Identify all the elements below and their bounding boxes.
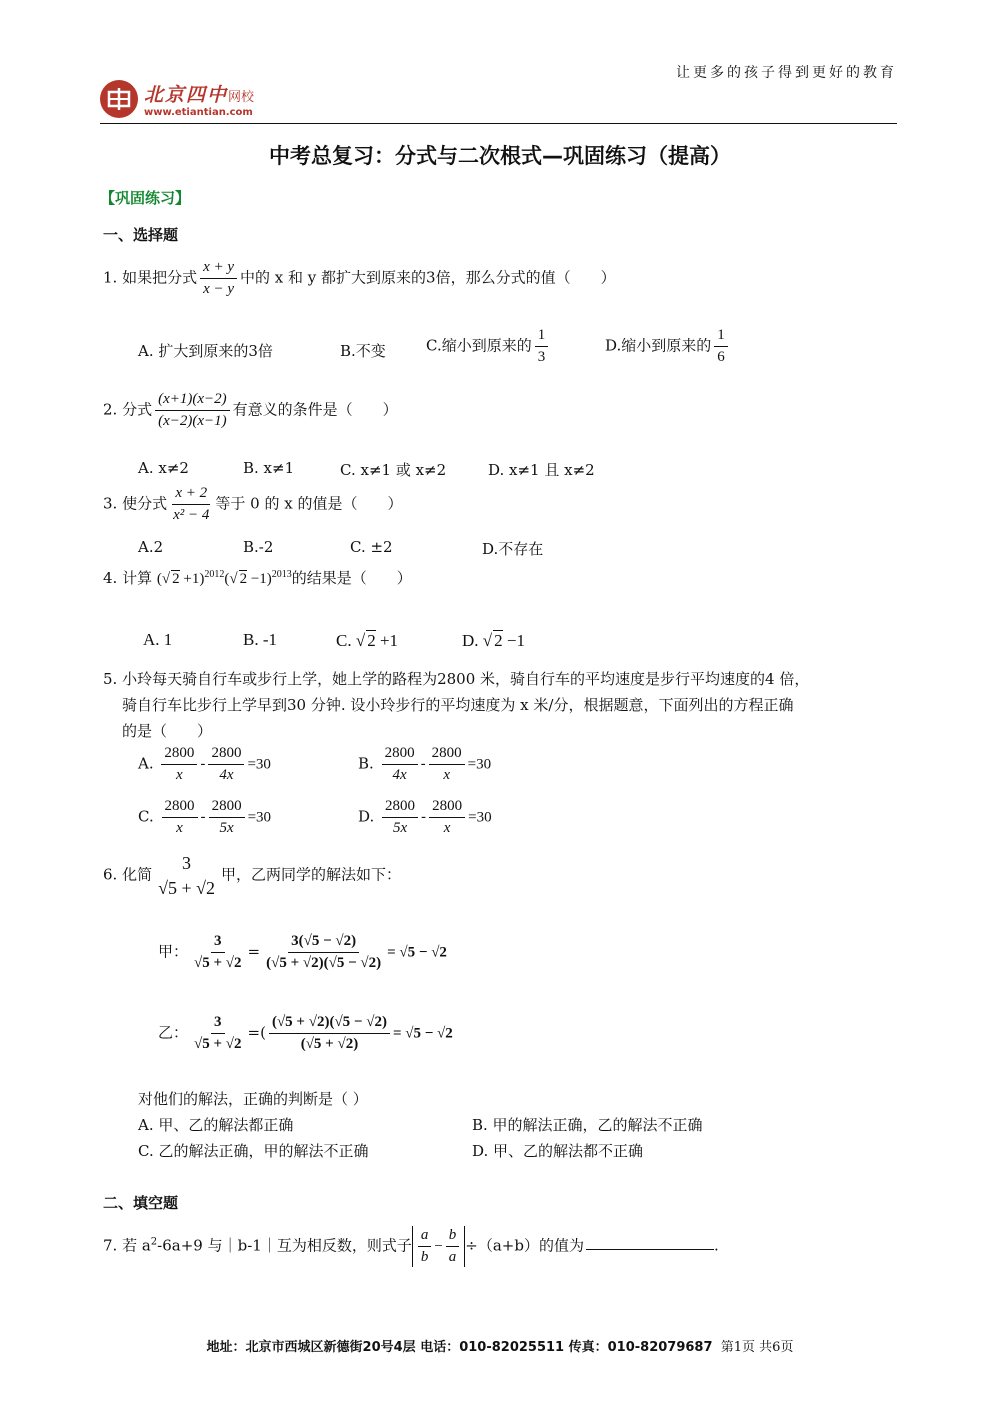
logo-text xyxy=(144,80,254,118)
q5-a-d1: x xyxy=(176,766,183,783)
q3-suffix: 等于 0 的 x 的值是（ ） xyxy=(215,494,403,513)
q6-yi-frac2 xyxy=(269,1013,390,1054)
q1-c-num: 1 xyxy=(535,326,549,347)
q1-num: x + y xyxy=(200,258,237,279)
q6-yi-frac1 xyxy=(191,1013,245,1054)
q5-d-frac1 xyxy=(382,797,418,838)
q5-a-frac2 xyxy=(208,744,244,785)
q6-option-b: B. 甲的解法正确，乙的解法不正确 xyxy=(472,1116,703,1134)
q7-prefix: 7. 若 a xyxy=(103,1236,151,1255)
question-1 xyxy=(103,258,616,299)
q5-a-label: A. xyxy=(138,754,154,773)
q4-part2: −1) xyxy=(247,571,272,587)
q7-d1: b xyxy=(420,1248,429,1265)
q6-option-d: D. 甲、乙的解法都不正确 xyxy=(472,1142,644,1160)
q7-suffix: ÷（a+b）的值为 xyxy=(465,1236,584,1255)
q4-option-c: C. √ 2 +1 xyxy=(336,631,399,650)
q5-line2: 骑自行车比步行上学早到30 分钟. 设小玲步行的平均速度为 x 米/分，根据题意，下面列出的方程正确 xyxy=(122,696,794,714)
q5-a-eq: =30 xyxy=(247,756,271,773)
q1-fraction xyxy=(200,258,237,299)
q5-d-d1: 5x xyxy=(392,819,408,836)
header-divider xyxy=(100,123,897,124)
q5-option-c xyxy=(138,797,271,838)
q5-option-b xyxy=(358,744,491,785)
logo-name: 北京四中 xyxy=(144,84,229,106)
q6-yi-d1: √5 + √2 xyxy=(194,1035,242,1052)
q1-c-den: 3 xyxy=(537,348,546,365)
q5-a-n1: 2800 xyxy=(161,744,197,765)
q7-sup: 2 xyxy=(150,1236,158,1248)
q5-c-minus: - xyxy=(200,807,206,826)
q3-den: x² − 4 xyxy=(173,506,210,523)
q1-d-den: 6 xyxy=(717,348,725,365)
q1-c-frac xyxy=(535,326,549,367)
q5-a-minus: - xyxy=(200,754,206,773)
q4-d-rad: 2 xyxy=(494,631,503,650)
q5-d-minus: - xyxy=(421,807,427,826)
q4-option-d: D. √ 2 −1 xyxy=(462,631,525,650)
q5-c-eq: =30 xyxy=(247,809,272,826)
q7-d2: a xyxy=(448,1248,457,1265)
q5-b-frac2 xyxy=(429,744,465,785)
q3-option-a: A.2 xyxy=(138,538,164,556)
q6-yi-d2: (√5 + √2) xyxy=(300,1035,359,1052)
q6-suffix: 甲，乙两同学的解法如下： xyxy=(221,865,402,884)
q4-c-pre: C. xyxy=(336,631,352,650)
q7-frac1 xyxy=(418,1226,432,1267)
q1-option-b: B.不变 xyxy=(340,342,386,360)
q5-b-d2: x xyxy=(443,766,450,783)
q2-fraction xyxy=(155,390,230,431)
q6-jia-d2: (√5 + √2)(√5 − √2) xyxy=(266,954,382,971)
q5-b-eq: =30 xyxy=(467,756,492,773)
q4-option-a: A. 1 xyxy=(143,630,173,649)
q5-line1: 5. 小玲每天骑自行车或步行上学，她上学的路程为2800 米，骑自行车的平均速度是步行平均速度的4 倍， xyxy=(103,670,810,688)
q5-c-n2: 2800 xyxy=(209,797,245,818)
q4-exp2: 2013 xyxy=(271,569,292,580)
q2-option-c: C. x≠1 或 x≠2 xyxy=(340,461,447,479)
question-3 xyxy=(103,484,402,525)
footer-page: 第1页 共6页 xyxy=(720,1340,794,1355)
slogan: 让更多的孩子得到更好的教育 xyxy=(676,65,897,81)
q4-open2: ( xyxy=(224,571,230,587)
q5-d-frac2 xyxy=(429,797,465,838)
q5-d-label: D. xyxy=(358,807,375,826)
q1-option-c xyxy=(426,326,551,367)
q5-b-label: B. xyxy=(358,754,374,773)
q7-end: . xyxy=(713,1236,719,1255)
q7-abs-expression xyxy=(412,1226,465,1267)
part1-heading: 一、选择题 xyxy=(103,226,179,244)
q2-prefix: 2. 分式 xyxy=(103,400,153,419)
q5-c-n1: 2800 xyxy=(162,797,198,818)
q6-option-c: C. 乙的解法正确，甲的解法不正确 xyxy=(138,1142,369,1160)
q6-prefix: 6. 化简 xyxy=(103,865,153,884)
q6-fraction xyxy=(155,852,218,899)
q2-option-b: B. x≠1 xyxy=(243,459,295,477)
question-7 xyxy=(103,1226,719,1267)
q6-yi-solution xyxy=(158,1013,453,1054)
q5-b-n1: 2800 xyxy=(382,744,418,765)
q3-option-b: B.-2 xyxy=(243,538,274,556)
q3-fraction xyxy=(170,484,212,525)
q3-option-c: C. ±2 xyxy=(350,538,393,556)
q1-prefix: 1. 如果把分式 xyxy=(103,268,198,287)
q6-yi-n2: (√5 + √2)(√5 − √2) xyxy=(269,1013,390,1034)
q6-yi-eq: =( xyxy=(247,1023,266,1042)
q4-d-pre: D. xyxy=(462,631,479,650)
q6-jia-result: = √5 − √2 xyxy=(387,944,447,961)
q6-option-a: A. 甲、乙的解法都正确 xyxy=(138,1116,294,1134)
q1-d-frac xyxy=(714,326,728,367)
q7-answer-blank xyxy=(586,1249,714,1250)
q6-num: 3 xyxy=(182,853,192,873)
q6-jia-n2: 3(√5 − √2) xyxy=(288,932,359,953)
q2-option-a: A. x≠2 xyxy=(138,459,189,477)
q1-c-text: C.缩小到原来的 xyxy=(426,336,532,355)
q5-d-eq: =30 xyxy=(468,809,492,826)
part2-heading: 二、填空题 xyxy=(103,1194,179,1212)
q5-d-n1: 2800 xyxy=(382,797,418,818)
q5-c-d2: 5x xyxy=(219,819,234,836)
q5-d-d2: x xyxy=(443,819,451,836)
question-4 xyxy=(103,567,412,588)
q7-n2: b xyxy=(446,1226,460,1247)
q6-yi-n1: 3 xyxy=(211,1013,225,1034)
section-label: 【巩固练习】 xyxy=(100,189,191,207)
q6-jia-frac1 xyxy=(191,932,245,973)
q6-jia-frac2 xyxy=(263,932,384,973)
q6-den: √5 + √2 xyxy=(158,877,216,898)
q6-jia-n1: 3 xyxy=(211,932,225,953)
q4-d-post: −1 xyxy=(502,631,525,650)
q5-a-d2: 4x xyxy=(219,766,234,783)
q5-c-frac2 xyxy=(209,797,245,838)
question-6 xyxy=(103,852,401,899)
q1-den: x − y xyxy=(203,280,235,297)
q7-n1: a xyxy=(418,1226,432,1247)
q5-option-d xyxy=(358,797,492,838)
q2-den: (x−2)(x−1) xyxy=(158,412,227,429)
q4-c-post: +1 xyxy=(375,631,399,650)
logo-url: www.etiantian.com xyxy=(144,107,253,118)
q5-d-n2: 2800 xyxy=(429,797,465,818)
q4-suffix: 的结果是（ ） xyxy=(291,569,412,587)
q3-option-d: D.不存在 xyxy=(482,540,544,558)
q7-minus: − xyxy=(434,1238,443,1255)
q1-d-text: D.缩小到原来的 xyxy=(605,336,712,355)
q4-option-b: B. -1 xyxy=(243,630,277,649)
q6-yi-label: 乙： xyxy=(158,1023,189,1042)
q6-judge: 对他们的解法，正确的判断是（ ） xyxy=(138,1090,368,1108)
q5-c-frac1 xyxy=(162,797,198,838)
q1-suffix: 中的 x 和 y 都扩大到原来的3倍，那么分式的值（ ） xyxy=(240,268,616,287)
q5-b-d1: 4x xyxy=(392,766,407,783)
q6-jia-label: 甲： xyxy=(158,942,189,961)
q7-frac2 xyxy=(446,1226,460,1267)
q5-c-d1: x xyxy=(176,819,183,836)
q4-part1: +1) xyxy=(179,571,205,587)
logo-sub: 网校 xyxy=(228,90,255,105)
q6-jia-solution xyxy=(158,932,447,973)
q6-jia-d1: √5 + √2 xyxy=(194,954,242,971)
q1-d-num: 1 xyxy=(714,326,728,347)
q5-b-minus: - xyxy=(420,754,426,773)
q5-b-n2: 2800 xyxy=(429,744,465,765)
page-footer xyxy=(0,1336,1000,1355)
q4-prefix: 4. 计算 xyxy=(103,569,153,587)
q2-num: (x+1)(x−2) xyxy=(155,390,230,411)
question-2 xyxy=(103,390,398,431)
q2-option-d: D. x≠1 且 x≠2 xyxy=(488,461,595,479)
q3-num: x + 2 xyxy=(172,484,210,505)
q5-a-frac1 xyxy=(161,744,197,785)
q4-c-rad: 2 xyxy=(367,631,376,650)
q1-option-d xyxy=(605,326,731,367)
q2-suffix: 有意义的条件是（ ） xyxy=(232,400,398,419)
q5-option-a xyxy=(138,744,271,785)
page-title: 中考总复习：分式与二次根式—巩固练习（提高） xyxy=(269,144,731,168)
q4-rad2: 2 xyxy=(239,571,248,587)
q6-jia-eq: = xyxy=(247,942,261,961)
q7-mid: -6a+9 与｜b-1｜互为相反数，则式子 xyxy=(157,1236,412,1255)
q5-line3: 的是（ ） xyxy=(122,722,213,740)
q3-prefix: 3. 使分式 xyxy=(103,494,168,513)
q4-open1: ( xyxy=(156,571,162,587)
q5-c-label: C. xyxy=(138,807,154,826)
q4-rad1: 2 xyxy=(172,571,180,587)
q5-a-n2: 2800 xyxy=(208,744,244,765)
q5-b-frac1 xyxy=(382,744,418,785)
q4-expression: (√ 2 +1)$^{2012}$(√ 2 −1)$^{2013}$ xyxy=(156,569,292,587)
q1-option-a: A. 扩大到原来的3倍 xyxy=(138,342,273,360)
footer-address: 地址：北京市西城区新德街20号4层 电话：010-82025511 传真：010-82079687 xyxy=(206,1340,713,1355)
q6-yi-result: = √5 − √2 xyxy=(392,1025,453,1042)
school-logo-icon xyxy=(100,80,138,118)
q4-exp1: 2012 xyxy=(204,569,225,580)
